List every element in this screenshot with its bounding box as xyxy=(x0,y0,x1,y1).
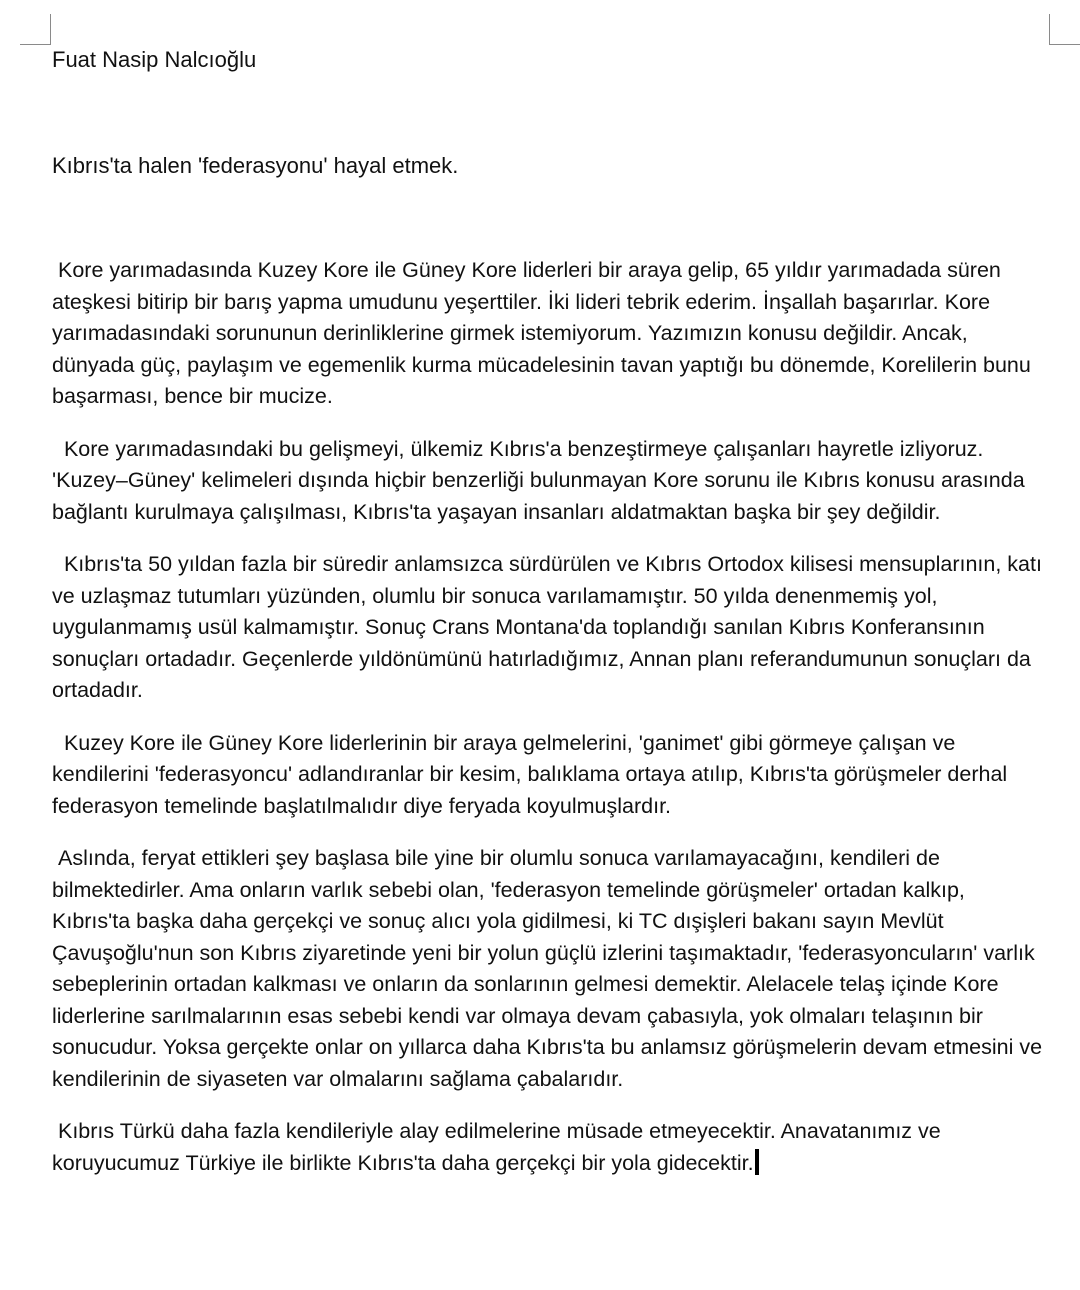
paragraph-6 xyxy=(52,1116,1052,1179)
page-corner-mark-top-left xyxy=(20,14,51,45)
document-title: Kıbrıs'ta halen 'federasyonu' hayal etmek. xyxy=(52,153,459,178)
paragraph-1: Kore yarımadasında Kuzey Kore ile Güney Kore liderleri bir araya gelip, 65 yıldır yarımadada süren ateşkesi bitirip bir barış yapma umudunu yeşerttiler. İki lideri tebrik ederim. İnşallah başarırlar. Kore yarımadasındaki sorununun derinliklerine girmek istemiyorum. Yazımızın konusu değildir. Ancak, dünyada güç, paylaşım ve egemenlik kurma mücadelesinin tavan yaptığı bu dönemde, Korelilerin bunu başarması, bence bir mucize. xyxy=(52,258,1037,408)
paragraph-5: Aslında, feryat ettikleri şey başlasa bile yine bir olumlu sonuca varılamayacağını, kendileri de bilmektedirler. Ama onların varlık sebebi olan, 'federasyon temelinde görüşmeler' ortadan kalkıp, Kıbrıs'ta başka daha gerçekçi ve sonuç alıcı yola gidilmesi, ki TC dışişleri bakanı sayın Mevlüt Çavuşoğlu'nun son Kıbrıs ziyaretinde yeni bir yolun güçlü izlerini taşımaktadır, 'federasyoncuların' varlık sebeplerinin ortadan kalkması ve onların da sonlarının gelmesi demektir. Alelacele telaş içinde Kore liderlerine sarılmalarının esas sebebi kendi var olmaya devam çabasıyla, yok olmaları telaşının bir sonucudur. Yoksa gerçekte onlar on yıllarca daha Kıbrıs'ta bu anlamsız görüşmelerin devam etmesini ve kendilerinin de siyaseten var olmalarını sağlama çabalarıdır. xyxy=(52,846,1049,1091)
text-cursor xyxy=(755,1149,759,1175)
paragraph-6-text: Kıbrıs Türkü daha fazla kendileriyle alay edilmelerine müsade etmeyecektir. Anavatanımız ve koruyucumuz Türkiye ile birlikte Kıbrıs'ta daha gerçekçi bir yola gidecektir. xyxy=(52,1119,947,1175)
paragraph-2: Kore yarımadasındaki bu gelişmeyi, ülkemiz Kıbrıs'a benzeştirmeye çalışanları hayretle izliyoruz. 'Kuzey–Güney' kelimeleri dışında hiçbir benzerliği bulunmayan Kore sorunu ile Kıbrıs konusu arasında bağlantı kurulmaya çalışılması, Kıbrıs'ta yaşayan insanları aldatmaktan başka bir şey değildir. xyxy=(52,436,1031,524)
document-body[interactable] xyxy=(52,255,1052,1200)
paragraph-4: Kuzey Kore ile Güney Kore liderlerinin bir araya gelmelerini, 'ganimet' gibi görmeye çalışan ve kendilerini 'federasyoncu' adlandıranlar bir kesim, balıklama ortaya atılıp, Kıbrıs'ta görüşmeler derhal federasyon temelinde başlatılmalıdır diye feryada koyulmuşlardır. xyxy=(52,730,1014,818)
author-name: Fuat Nasip Nalcıoğlu xyxy=(52,47,257,72)
paragraph-3: Kıbrıs'ta 50 yıldan fazla bir süredir anlamsızca sürdürülen ve Kıbrıs Ortodox kilisesi mensuplarının, katı ve uzlaşmaz tutumları yüzünden, olumlu bir sonuca varılamamıştır. 50 yılda denenmemiş yol, uygulanmamış usül kalmamıştır. Sonuç Crans Montana'da toplandığı sanılan Kıbrıs Konferansının sonuçları ortadadır. Geçenlerde yıldönümünü hatırladığımız, Annan planı referandumunun sonuçları da ortadadır. xyxy=(52,552,1048,702)
page-corner-mark-top-right xyxy=(1049,14,1080,45)
